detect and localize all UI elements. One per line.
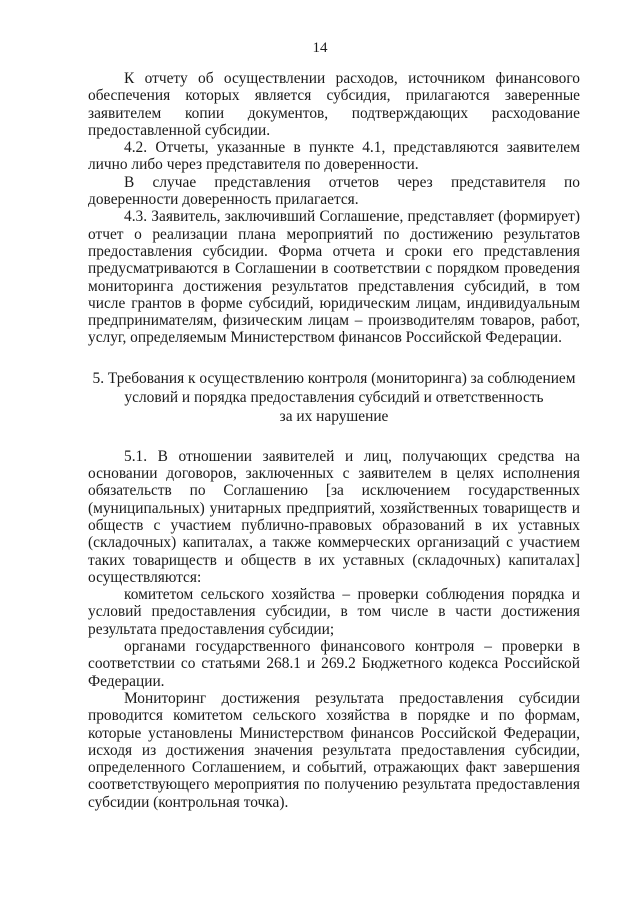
paragraph-financial-control: органами государственного финансового контроля – проверки в соответствии со статьями 268.1 и 269.2 Бюджетного кодекса Российской Федерации. bbox=[88, 638, 580, 690]
paragraph-4-3: 4.3. Заявитель, заключивший Соглашение, представляет (формирует) отчет о реализации плана мероприятий по достижению результатов предоставления субсидии. Форма отчета и сроки его представления предусматриваются в Соглашении в соответствии с порядком проведения мониторинга достижения результатов представления субсидий, в том числе грантов в форме субсидий, юридическим лицам, индивидуальным предпринимателям, физическим лицам – производителям товаров, работ, услуг, определяемым Министерством финансов Российской Федерации. bbox=[88, 208, 580, 347]
paragraph-monitoring: Мониторинг достижения результата предоставления субсидии проводится комитетом сельского хозяйства в порядке и по формам, которые установлены Министерством финансов Российской Федерации, исходя из достижения значения результата предоставления субсидии, определенного Соглашением, и событий, отражающих факт завершения соответствующего мероприятия по получению результата предоставления субсидии (контрольная точка). bbox=[88, 689, 580, 811]
paragraph-4-2: 4.2. Отчеты, указанные в пункте 4.1, представляются заявителем лично либо через представителя по доверенности. bbox=[88, 139, 580, 174]
paragraph-5-1: 5.1. В отношении заявителей и лиц, получающих средства на основании договоров, заключенных с заявителем в целях исполнения обязательств по Соглашению [за исключением государственных (муниципальных) унитарных предприятий, хозяйственных товариществ и обществ с участием публично-правовых образований в их уставных (складочных) капиталах, а также коммерческих организаций с участием таких товариществ и обществ в их уставных (складочных) капиталах] осуществляются: bbox=[88, 447, 580, 586]
paragraph-agriculture-committee: комитетом сельского хозяйства – проверки соблюдения порядка и условий предоставления субсидии, в том числе в части достижения результата предоставления субсидии; bbox=[88, 586, 580, 638]
section-5-heading bbox=[88, 369, 580, 426]
page-content bbox=[88, 70, 580, 811]
section-5-heading-line: условий и порядка предоставления субсидий и ответственность bbox=[124, 388, 544, 406]
paragraph-power-of-attorney: В случае представления отчетов через представителя по доверенности доверенность прилагается. bbox=[88, 173, 580, 209]
section-5-heading-line: 5. Требования к осуществлению контроля (мониторинга) за соблюдением bbox=[92, 369, 576, 387]
section-5-heading-line: за их нарушение bbox=[279, 407, 389, 425]
paragraph-report-attachments: К отчету об осуществлении расходов, источником финансового обеспечения которых является субсидия, прилагаются заверенные заявителем копии документов, подтверждающих расходование предоставленной субсидии. bbox=[88, 70, 580, 139]
page-number: 14 bbox=[312, 40, 328, 56]
